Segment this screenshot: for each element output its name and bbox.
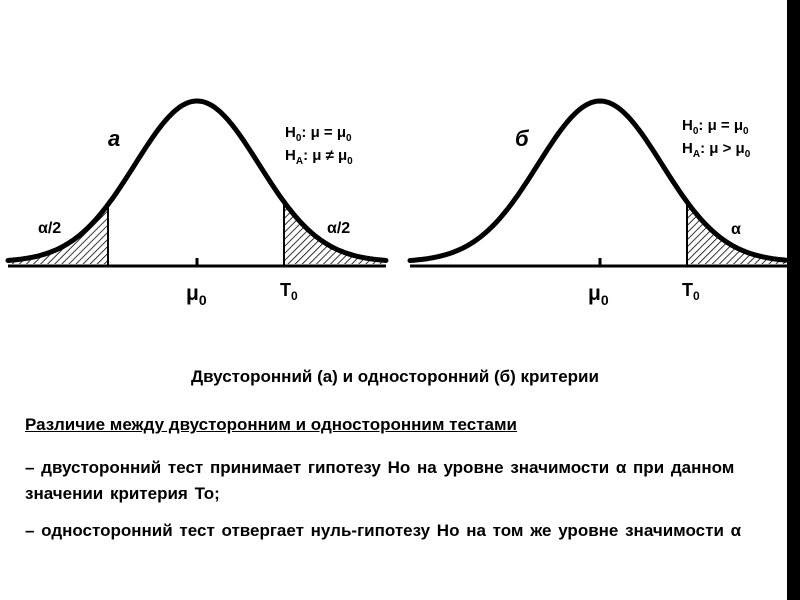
section-heading: Различие между двусторонним и односторонним тестами [25,415,517,434]
panel-letter: б [515,126,529,151]
ha-hypothesis: $H_A$: $\mu > \mu_0$ [682,140,751,160]
mu-label: $\mu_0$ [588,282,609,308]
t-label: $T_0$ [682,280,700,303]
panel-a [8,101,386,308]
h0-hypothesis: $H_0$: $\mu = \mu_0$ [682,117,749,137]
paragraph-two-sided: – двусторонний тест принимает гипотезу Ho на уровне значимости α при данном значении критерия To; [25,458,735,503]
t-label: $T_0$ [280,280,298,303]
panel-letter: а [108,126,121,151]
mu-label: $\mu_0$ [186,282,207,308]
figure-caption: Двусторонний (а) и односторонний (б) критерии [191,367,599,386]
ha-hypothesis: $H_A$: $\mu \ne \mu_0$ [285,147,353,167]
tail-label: α [731,221,741,238]
h0-hypothesis: $H_0$: $\mu = \mu_0$ [285,124,352,144]
right-edge-bar [787,0,800,600]
right-tail-label: α/2 [327,220,351,237]
paragraph-one-sided: – односторонний тест отвергает нуль-гипотезу Ho на том же уровне значимости α [25,521,742,540]
panel-b [410,101,788,308]
left-tail-label: α/2 [38,220,62,237]
